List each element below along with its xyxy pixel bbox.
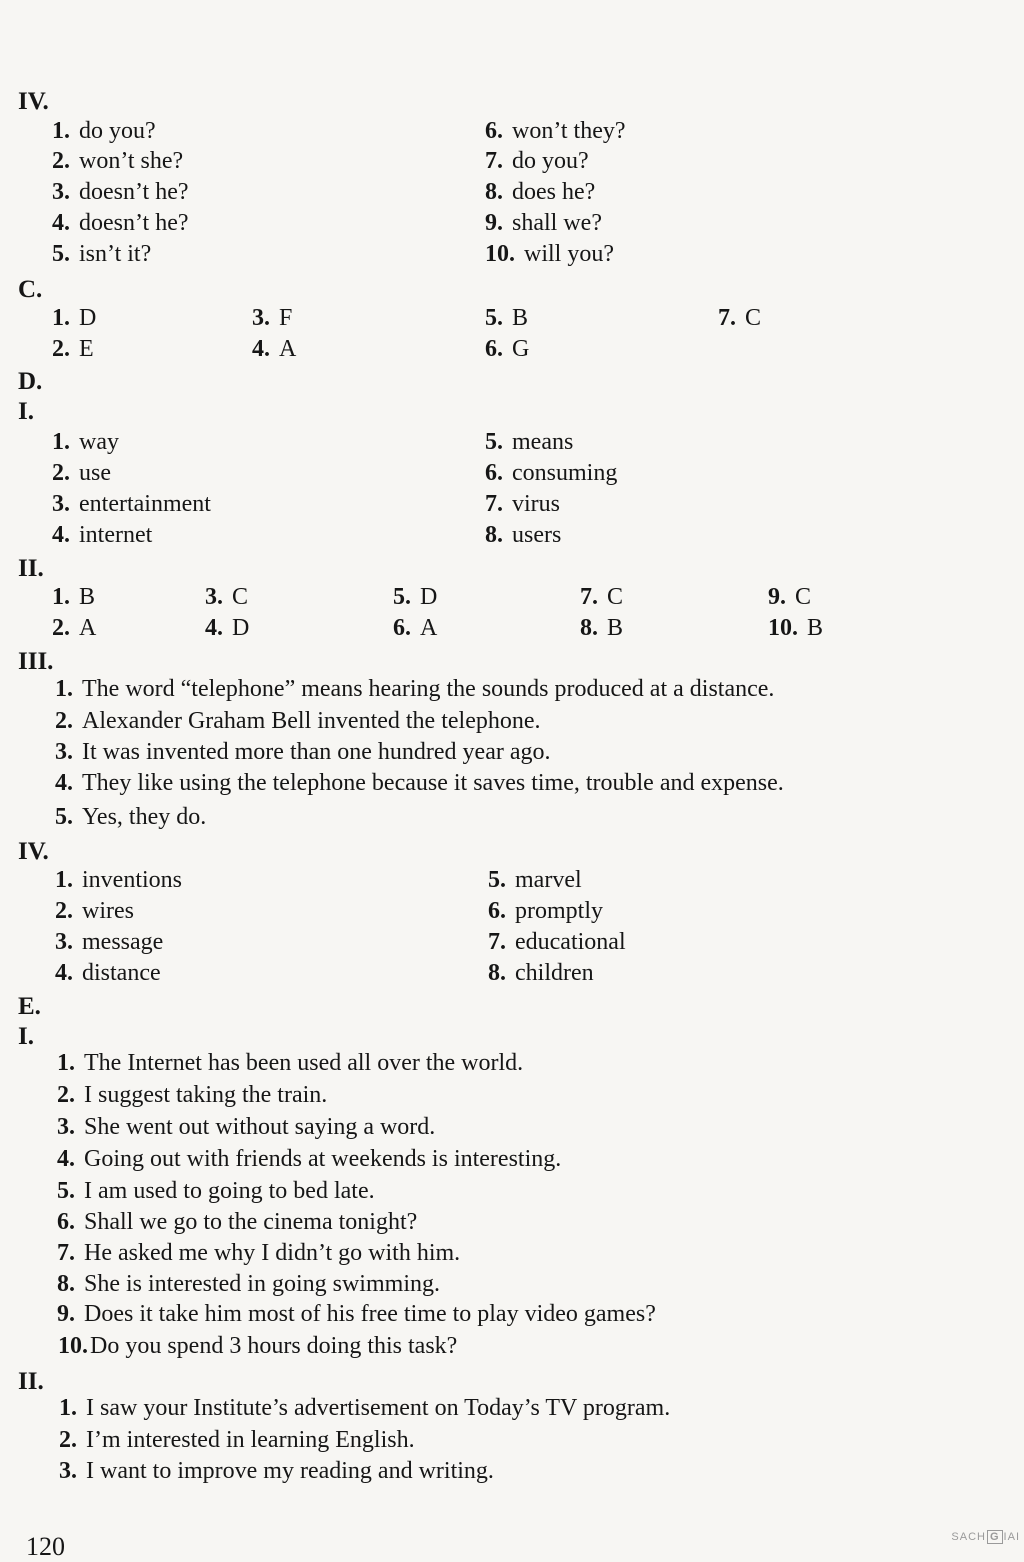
answer-item: 2. use xyxy=(52,460,111,486)
answer-row xyxy=(0,1080,1024,1111)
answer-item: 4. distance xyxy=(55,960,161,986)
answer-item: 2. A xyxy=(52,615,97,641)
answer-item: 3. message xyxy=(55,929,164,955)
section-heading-d: D. xyxy=(18,368,43,395)
answer-row xyxy=(0,334,1024,365)
answer-row xyxy=(0,458,1024,489)
answer-item: 4. internet xyxy=(52,522,153,548)
answer-row xyxy=(0,958,1024,989)
answer-row xyxy=(0,674,1024,705)
answer-item: 7. He asked me why I didn’t go with him. xyxy=(57,1240,461,1266)
answer-row xyxy=(0,613,1024,644)
answer-item: 1. The Internet has been used all over the world. xyxy=(57,1050,524,1076)
answer-item: 3. doesn’t he? xyxy=(52,179,189,205)
answer-row xyxy=(0,802,1024,833)
answer-row xyxy=(0,1238,1024,1269)
answer-row xyxy=(0,582,1024,613)
answer-item: 10. will you? xyxy=(485,241,614,267)
answer-item: 1. I saw your Institute’s advertisement on Today’s TV program. xyxy=(59,1395,671,1421)
answer-item: 1. inventions xyxy=(55,867,182,893)
section-heading-ii: II. xyxy=(18,1368,44,1395)
answer-item: 5. marvel xyxy=(488,867,582,893)
answer-row xyxy=(0,927,1024,958)
section-heading-ii: II. xyxy=(18,555,44,582)
answer-item: 4. They like using the telephone because it saves time, trouble and expense. xyxy=(55,770,784,796)
answer-item: 10.Do you spend 3 hours doing this task? xyxy=(58,1333,458,1359)
answer-item: 7. educational xyxy=(488,929,626,955)
answer-item: 7. do you? xyxy=(485,148,589,174)
answer-row xyxy=(0,520,1024,551)
answer-row xyxy=(0,737,1024,768)
answer-item: 6. G xyxy=(485,336,530,362)
answer-item: 7. C xyxy=(718,305,762,331)
answer-row xyxy=(0,1331,1024,1362)
answer-item: 6. Shall we go to the cinema tonight? xyxy=(57,1209,418,1235)
answer-row xyxy=(0,177,1024,208)
answer-item: 3. entertainment xyxy=(52,491,211,517)
answer-item: 5. Yes, they do. xyxy=(55,804,207,830)
answer-item: 5. means xyxy=(485,429,574,455)
answer-item: 3. F xyxy=(252,305,293,331)
answer-item: 2. Alexander Graham Bell invented the telephone. xyxy=(55,708,541,734)
answer-item: 3. It was invented more than one hundred year ago. xyxy=(55,739,551,765)
answer-item: 8. B xyxy=(580,615,624,641)
section-heading-iii: III. xyxy=(18,648,54,675)
section-heading-iv: IV. xyxy=(18,88,49,115)
answer-row xyxy=(0,146,1024,177)
answer-row xyxy=(0,1299,1024,1330)
answer-item: 1. The word “telephone” means hearing the sounds produced at a distance. xyxy=(55,676,775,702)
answer-item: 1. do you? xyxy=(52,118,156,144)
answer-item: 1. D xyxy=(52,305,97,331)
answer-item: 2. I’m interested in learning English. xyxy=(59,1427,415,1453)
answer-item: 6. A xyxy=(393,615,438,641)
answer-item: 4. A xyxy=(252,336,297,362)
answer-row xyxy=(0,116,1024,147)
answer-item: 4. Going out with friends at weekends is interesting. xyxy=(57,1146,562,1172)
answer-item: 2. E xyxy=(52,336,94,362)
answer-row xyxy=(0,706,1024,737)
answer-row xyxy=(0,896,1024,927)
answer-item: 8. users xyxy=(485,522,562,548)
answer-item: 2. won’t she? xyxy=(52,148,184,174)
answer-row xyxy=(0,1144,1024,1175)
answer-row xyxy=(0,1176,1024,1207)
answer-item: 7. virus xyxy=(485,491,560,517)
answer-item: 5. B xyxy=(485,305,529,331)
answer-item: 1. B xyxy=(52,584,96,610)
answer-item: 5. isn’t it? xyxy=(52,241,152,267)
answer-item: 5. I am used to going to bed late. xyxy=(57,1178,375,1204)
answer-item: 10. B xyxy=(768,615,824,641)
answer-row xyxy=(0,427,1024,458)
answer-row xyxy=(0,1048,1024,1079)
answer-item: 6. won’t they? xyxy=(485,118,626,144)
answer-item: 4. D xyxy=(205,615,250,641)
answer-item: 5. D xyxy=(393,584,438,610)
answer-item: 1. way xyxy=(52,429,119,455)
answer-item: 9. Does it take him most of his free time to play video games? xyxy=(57,1301,656,1327)
section-heading-i: I. xyxy=(18,1023,34,1050)
answer-item: 8. does he? xyxy=(485,179,596,205)
answer-item: 2. I suggest taking the train. xyxy=(57,1082,328,1108)
answer-item: 2. wires xyxy=(55,898,134,924)
answer-row xyxy=(0,489,1024,520)
answer-row xyxy=(0,208,1024,239)
answer-item: 9. shall we? xyxy=(485,210,602,236)
answer-item: 7. C xyxy=(580,584,624,610)
answer-item: 8. children xyxy=(488,960,594,986)
answer-row xyxy=(0,1269,1024,1300)
answer-row xyxy=(0,768,1024,799)
answer-row xyxy=(0,1456,1024,1487)
answer-row xyxy=(0,1393,1024,1424)
answer-row xyxy=(0,303,1024,334)
answer-row xyxy=(0,1207,1024,1238)
section-heading-iv: IV. xyxy=(18,838,49,865)
answer-row xyxy=(0,1112,1024,1143)
answer-item: 3. C xyxy=(205,584,249,610)
answer-item: 6. promptly xyxy=(488,898,603,924)
page-number: 120 xyxy=(26,1532,65,1561)
answer-item: 3. I want to improve my reading and writing. xyxy=(59,1458,494,1484)
watermark-logo: SACH G IAI xyxy=(951,1531,1020,1543)
answer-row xyxy=(0,865,1024,896)
answer-item: 4. doesn’t he? xyxy=(52,210,189,236)
answer-row xyxy=(0,1425,1024,1456)
answer-item: 8. She is interested in going swimming. xyxy=(57,1271,440,1297)
answer-item: 6. consuming xyxy=(485,460,618,486)
answer-item: 3. She went out without saying a word. xyxy=(57,1114,436,1140)
section-heading-i: I. xyxy=(18,398,34,425)
section-heading-c: C. xyxy=(18,276,43,303)
answer-row xyxy=(0,239,1024,270)
section-heading-e: E. xyxy=(18,993,41,1020)
answer-item: 9. C xyxy=(768,584,812,610)
